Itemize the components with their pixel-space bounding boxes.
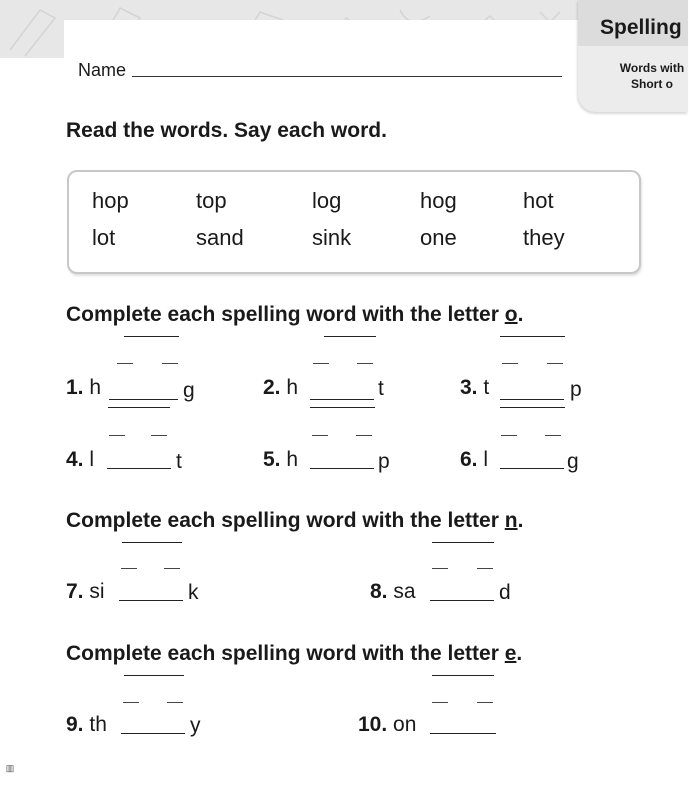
item-7 [66,580,105,604]
guide-dash [502,363,518,364]
heading-letter-n-letter: n [504,509,518,532]
item-prefix: h [286,376,299,399]
guide-dash [164,568,180,569]
item-suffix: g [183,379,195,402]
item-6 [460,448,488,472]
guide-dash [477,568,493,569]
item-suffix: d [499,581,511,604]
item-number: 2. [263,376,281,399]
guide-line [432,675,494,676]
guide-line [122,542,182,543]
heading-letter-o-letter: o [504,303,518,326]
answer-blank-10[interactable] [430,733,496,734]
heading-read-words: Read the words. Say each word. [66,119,387,142]
guide-line [108,407,170,408]
answer-blank-5[interactable] [310,468,374,469]
item-number: 8. [370,580,388,603]
word-sand: sand [196,225,244,250]
guide-dash [545,435,561,436]
item-2 [263,376,298,400]
item-prefix: sa [393,580,416,603]
item-suffix: t [176,450,182,473]
guide-line [310,407,375,408]
item-suffix: t [378,377,384,400]
item-prefix: t [483,376,490,399]
item-number: 7. [66,580,84,603]
heading-letter-o-text: Complete each spelling word with the letter [66,303,505,326]
guide-line [124,336,179,337]
tab-subtitle [612,60,692,92]
answer-blank-8[interactable] [430,600,494,601]
word-log: log [312,188,342,213]
item-3 [460,376,489,400]
heading-letter-n [66,509,523,533]
item-number: 5. [263,448,281,471]
heading-letter-n-period: . [517,509,524,532]
answer-blank-3[interactable] [500,399,564,400]
guide-line [500,407,565,408]
item-10 [358,713,416,737]
guide-dash [547,363,563,364]
guide-dash [432,568,448,569]
answer-blank-4[interactable] [107,468,171,469]
word-they: they [523,225,565,250]
name-label: Name [78,60,127,80]
heading-letter-o [66,303,523,327]
item-number: 10. [358,713,388,736]
guide-line [124,675,184,676]
item-number: 4. [66,448,84,471]
word-hog: hog [420,188,457,213]
word-hop: hop [92,188,129,213]
answer-blank-7[interactable] [119,600,183,601]
guide-dash [117,363,133,364]
answer-blank-1[interactable] [109,399,178,400]
item-prefix: h [89,376,102,399]
item-prefix: h [286,448,299,471]
word-sink: sink [312,225,352,250]
word-hot: hot [523,188,554,213]
answer-blank-2[interactable] [310,399,374,400]
item-9 [66,713,107,737]
word-box [67,170,641,274]
name-input-line[interactable] [132,76,562,77]
item-suffix: p [570,378,582,401]
heading-letter-o-period: . [517,303,524,326]
name-card [64,20,584,90]
word-lot: lot [92,225,116,250]
heading-letter-e-text: Complete each spelling word with the letter [66,642,505,665]
guide-dash [312,435,328,436]
tab-subtitle-line1: Words with [619,61,685,75]
word-top: top [196,188,227,213]
guide-dash [162,363,178,364]
item-5 [263,448,298,472]
item-prefix: si [89,580,105,603]
item-number: 3. [460,376,478,399]
item-number: 6. [460,448,478,471]
guide-line [432,542,494,543]
item-prefix: l [483,448,489,471]
item-prefix: on [393,713,417,736]
tab-title: Spelling [600,16,682,39]
guide-dash [167,702,183,703]
item-8 [370,580,416,604]
guide-dash [477,702,493,703]
tab-subtitle-line2: Short o [631,77,673,91]
item-suffix: p [378,450,390,473]
answer-blank-6[interactable] [500,468,564,469]
word-one: one [420,225,457,250]
answer-blank-9[interactable] [121,733,185,734]
item-number: 9. [66,713,84,736]
heading-letter-e-letter: e [504,642,517,665]
guide-dash [109,435,125,436]
guide-dash [432,702,448,703]
heading-letter-e-period: . [516,642,523,665]
item-suffix: g [567,450,579,473]
guide-dash [357,363,373,364]
guide-dash [123,702,139,703]
guide-dash [356,435,372,436]
item-suffix: k [188,581,199,604]
guide-line [324,336,376,337]
heading-letter-n-text: Complete each spelling word with the letter [66,509,505,532]
item-suffix: y [190,714,201,737]
item-4 [66,448,94,472]
item-number: 1. [66,376,84,399]
guide-line [500,336,565,337]
heading-letter-e [66,642,522,666]
guide-dash [151,435,167,436]
margin-mark-icon: ▥ [6,764,16,774]
item-1 [66,376,101,400]
guide-dash [313,363,329,364]
item-prefix: th [89,713,107,736]
guide-dash [121,568,137,569]
guide-dash [501,435,517,436]
item-prefix: l [89,448,95,471]
